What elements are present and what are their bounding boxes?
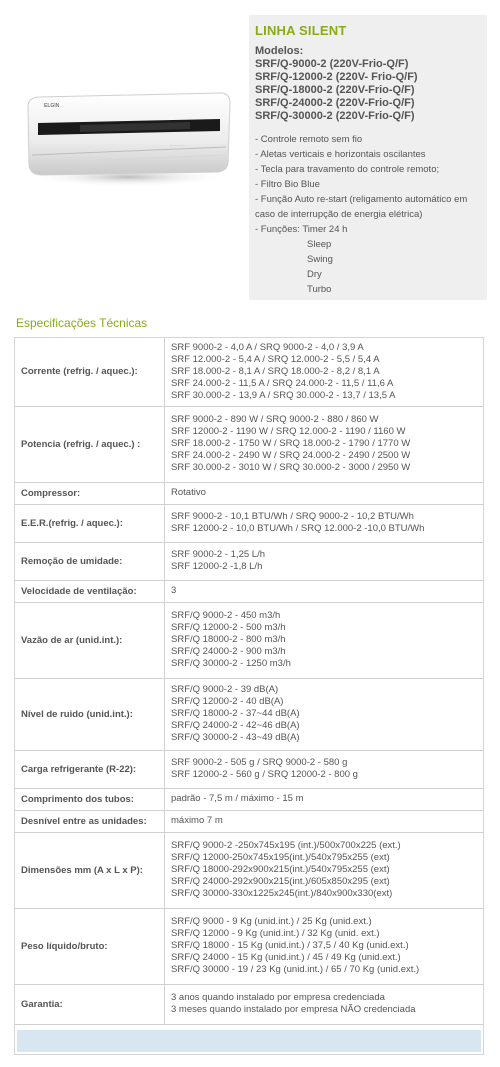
product-header [0,0,500,300]
spec-value-line: SRF/Q 30000-2 - 1250 m3/h [171,658,291,669]
spec-row [15,832,483,908]
spec-label: Carga refrigerante (R-22): [15,750,165,788]
spec-value-line: SRF/Q 9000-2 - 450 m3/h [171,610,281,621]
spec-value [165,810,484,832]
spec-value-line: SRF/Q 12000-2 - 40 dB(A) [171,696,284,707]
spec-value-line: SRF/Q 9000 - 9 Kg (unid.int.) / 25 Kg (unid.ext.) [171,916,372,927]
spec-value-line: SRF/Q 18000-2 - 800 m3/h [171,634,286,645]
feature-item: - Funções: Timer 24 h [255,224,348,235]
spec-value-line: SRF 12.000-2 - 5,4 A / SRQ 12.000-2 - 5,5 / 5,4 A [171,353,380,365]
feature-item: - Filtro Bio Blue [255,179,320,190]
spec-label: Garantia: [15,984,165,1024]
spec-value-line: SRF/Q 12000-2 - 500 m3/h [171,622,286,633]
table-footer-strip [17,1030,481,1052]
spec-value-line: SRF 30.000-2 - 13,9 A / SRQ 30.000-2 - 13,7 / 13,5 A [171,389,396,401]
spec-row [15,984,483,1024]
spec-value-line: 3 meses quando instalado por empresa NÃO credenciada [171,1004,416,1015]
spec-value-line: SRF/Q 24000-2 - 42~46 dB(A) [171,720,300,731]
spec-table [14,337,484,1055]
spec-label: Potencia (refrig. / aquec.) : [15,406,165,482]
spec-value-line: SRF 12000-2 - 1190 W / SRQ 12.000-2 - 1190 / 1160 W [171,426,406,437]
spec-value-line: SRF 30.000-2 - 3010 W / SRQ 30.000-2 - 3000 / 2950 W [171,462,411,473]
spec-value [165,832,484,908]
spec-row [15,810,483,832]
spec-section-title: Especificações Técnicas [16,316,148,330]
feature-item: - Controle remoto sem fio [255,134,363,145]
spec-value [165,908,484,984]
spec-label: E.E.R.(refrig. / aquec.): [15,504,165,542]
spec-value-line: SRF/Q 18000-292x900x215(int.)/540x795x255 (ext) [171,864,390,875]
spec-value-line: 3 anos quando instalado por empresa credenciada [171,992,385,1003]
spec-value [165,482,484,504]
spec-row [15,580,483,602]
model-item: SRF/Q-12000-2 (220V- Frio-Q/F) [255,71,418,83]
spec-value-line: SRF/Q 9000-2 -250x745x195 (int.)/500x700x225 (ext.) [171,840,401,851]
spec-value-line: SRF 12000-2 - 560 g / SRQ 12000-2 - 800 g [171,769,358,780]
spec-value-line: SRF 9000-2 - 505 g / SRQ 9000-2 - 580 g [171,757,348,768]
model-item: SRF/Q-30000-2 (220V-Frio-Q/F) [255,110,415,122]
model-item: SRF/Q-9000-2 (220V-Frio-Q/F) [255,58,409,70]
spec-value-line: 3 [171,585,177,596]
spec-label: Remoção de umidade: [15,542,165,580]
spec-label: Corrente (refrig. / aquec.): [15,338,165,406]
spec-value-line: SRF 24.000-2 - 11,5 A / SRQ 24.000-2 - 11,5 / 11,6 A [171,377,394,389]
feature-item: - Tecla para travamento do controle remoto; [255,164,440,175]
spec-row [15,788,483,810]
function-item: Turbo [307,284,332,295]
spec-label: Compressor: [15,482,165,504]
spec-value [165,406,484,482]
line-title: LINHA SILENT [255,23,347,38]
spec-row [15,750,483,788]
spec-value-line: SRF 18.000-2 - 1750 W / SRQ 18.000-2 - 1790 / 1770 W [171,438,411,449]
model-item: SRF/Q-24000-2 (220V-Frio-Q/F) [255,97,415,109]
spec-label: Peso líquido/bruto: [15,908,165,984]
spec-value [165,678,484,750]
spec-value-line: SRF/Q 12000-250x745x195(int.)/540x795x255 (ext) [171,852,390,863]
function-item: Swing [307,254,333,265]
spec-value [165,750,484,788]
spec-value-line: SRF/Q 18000-2 - 37~44 dB(A) [171,708,300,719]
feature-list [255,132,481,297]
svg-text:— — — —: — — — — [170,143,185,147]
spec-value-line: SRF 12000-2 -1,8 L/h [171,561,263,572]
spec-value-line: padrão - 7,5 m / máximo - 15 m [171,793,304,804]
spec-label: Desnível entre as unidades: [15,810,165,832]
feature-item: - Aletas verticais e horizontais oscilantes [255,149,426,160]
spec-row [15,542,483,580]
spec-label: Comprimento dos tubos: [15,788,165,810]
model-item: SRF/Q-18000-2 (220V-Frio-Q/F) [255,84,415,96]
spec-row [15,406,483,482]
spec-value-line: SRF/Q 24000-292x900x215(int.)/605x850x295 (ext) [171,876,390,887]
function-item: Sleep [307,239,332,250]
spec-label: Dimensões mm (A x L x P): [15,832,165,908]
spec-row [15,338,483,406]
spec-label: Nível de ruido (unid.int.): [15,678,165,750]
spec-row [15,678,483,750]
air-conditioner-image [20,85,235,195]
brand-label: ELGIN [44,103,60,109]
spec-value-line: Rotativo [171,487,206,498]
spec-label: Vazão de ar (unid.int.): [15,602,165,678]
spec-value [165,788,484,810]
spec-value-line: SRF/Q 30000-2 - 43~49 dB(A) [171,732,300,743]
spec-value-line: SRF 9000-2 - 4,0 A / SRQ 9000-2 - 4,0 / 3,9 A [171,341,364,353]
spec-value-line: SRF/Q 24000-2 - 900 m3/h [171,646,286,657]
spec-row [15,482,483,504]
spec-row [15,504,483,542]
spec-value-line: SRF 24.000-2 - 2490 W / SRQ 24.000-2 - 2490 / 2500 W [171,450,411,461]
spec-value-line: SRF 18.000-2 - 8,1 A / SRQ 18.000-2 - 8,2 / 8,1 A [171,365,380,377]
product-info-panel [249,15,487,300]
spec-value-line: SRF 9000-2 - 890 W / SRQ 9000-2 - 880 / 860 W [171,414,379,425]
spec-value-line: SRF/Q 18000 - 15 Kg (unid.int.) / 37,5 / 40 Kg (unid.ext.) [171,940,409,951]
spec-value [165,602,484,678]
spec-label: Velocidade de ventilação: [15,580,165,602]
models-label: Modelos: [255,45,304,57]
spec-value [165,504,484,542]
spec-value [165,338,484,406]
spec-value [165,580,484,602]
spec-value-line: SRF 9000-2 - 10,1 BTU/Wh / SRQ 9000-2 - 10,2 BTU/Wh [171,511,414,522]
feature-item: - Função Auto re-start (religamento automático em caso de interrupção de energia elétrica) [255,194,468,220]
spec-value-line: SRF/Q 12000 - 9 Kg (unid.int.) / 32 Kg (unid. ext.) [171,928,380,939]
function-item: Dry [307,269,322,280]
spec-row [15,908,483,984]
spec-value-line: SRF 12000-2 - 10,0 BTU/Wh / SRQ 12.000-2 -10,0 BTU/Wh [171,523,425,534]
spec-value-line: SRF/Q 30000-330x1225x245(int.)/840x900x330(ext) [171,888,393,899]
spec-value-line: SRF/Q 24000 - 15 Kg (unid.int.) / 45 / 49 Kg (unid.ext.) [171,952,401,963]
spec-value [165,542,484,580]
spec-value-line: SRF/Q 9000-2 - 39 dB(A) [171,684,279,695]
spec-value [165,984,484,1024]
spec-value-line: SRF/Q 30000 - 19 / 23 Kg (unid.int.) / 65 / 70 Kg (unid.ext.) [171,964,420,975]
spec-value-line: SRF 9000-2 - 1,25 L/h [171,549,265,560]
spec-value-line: máximo 7 m [171,815,223,826]
spec-row [15,602,483,678]
